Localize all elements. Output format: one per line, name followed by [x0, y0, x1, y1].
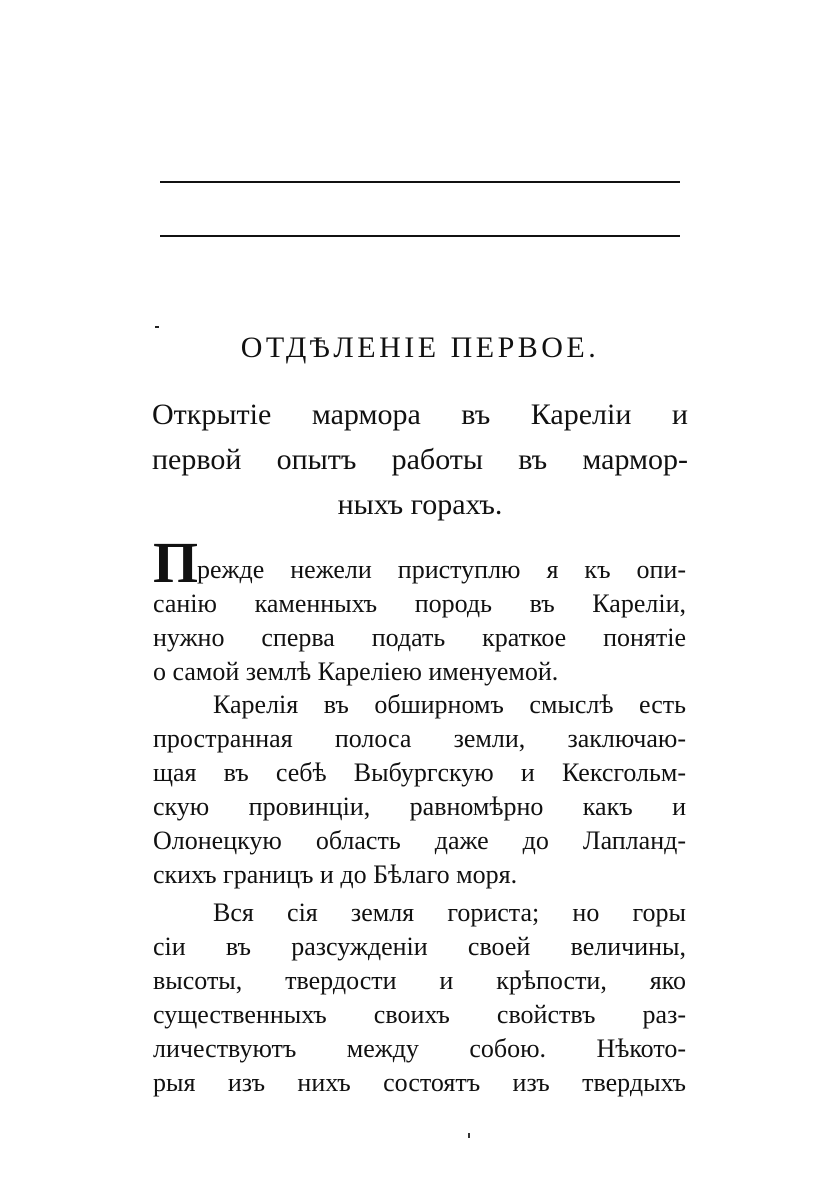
text-line: сіи въ разсужденіи своей величины,	[153, 932, 686, 961]
text-line: пространная полоса земли, заключаю-	[153, 724, 686, 753]
text-line: нужно сперва подать краткое понятіе	[153, 623, 686, 652]
text-line: Вся сія земля гориста; но горы	[213, 898, 686, 927]
top-rule	[160, 181, 680, 183]
text-line: о самой землѣ Кареліею именуемой.	[153, 657, 559, 686]
text-line: высоты, твердости и крѣпости, яко	[153, 966, 686, 995]
text-line: Олонецкую область даже до Лапланд-	[153, 826, 686, 855]
section-title: ОТДѢЛЕНІЕ ПЕРВОЕ.	[240, 331, 600, 364]
text-line: Карелія въ обширномъ смыслѣ есть	[213, 690, 686, 719]
text-line: щая въ себѣ Выбургскую и Кексгольм-	[153, 758, 686, 787]
paragraph-1	[153, 553, 686, 689]
second-rule	[160, 235, 680, 237]
drop-cap: П	[153, 530, 199, 595]
text-line: режде нежели приступлю я къ опи-	[197, 555, 686, 584]
text-line: скую провинціи, равномѣрно какъ и	[153, 792, 686, 821]
section-subtitle	[152, 392, 688, 527]
text-line: скихъ границъ и до Бѣлаго моря.	[153, 860, 518, 889]
text-line: санію каменныхъ породь въ Кареліи,	[153, 589, 686, 618]
paragraph-3	[153, 896, 686, 1100]
text-line: существенныхъ своихъ свойствъ раз-	[153, 1000, 686, 1029]
print-speck	[468, 1133, 470, 1138]
text-line: рыя изъ нихъ состоятъ изъ твердыхъ	[153, 1068, 686, 1097]
paragraph-2	[153, 688, 686, 892]
subtitle-line: ныхъ горахъ.	[337, 488, 503, 521]
text-line: личествуютъ между собою. Нѣкото-	[153, 1034, 686, 1063]
subtitle-line: первой опытъ работы въ мармор-	[152, 443, 688, 476]
subtitle-line: Открытіе мармора въ Кареліи и	[152, 398, 688, 431]
